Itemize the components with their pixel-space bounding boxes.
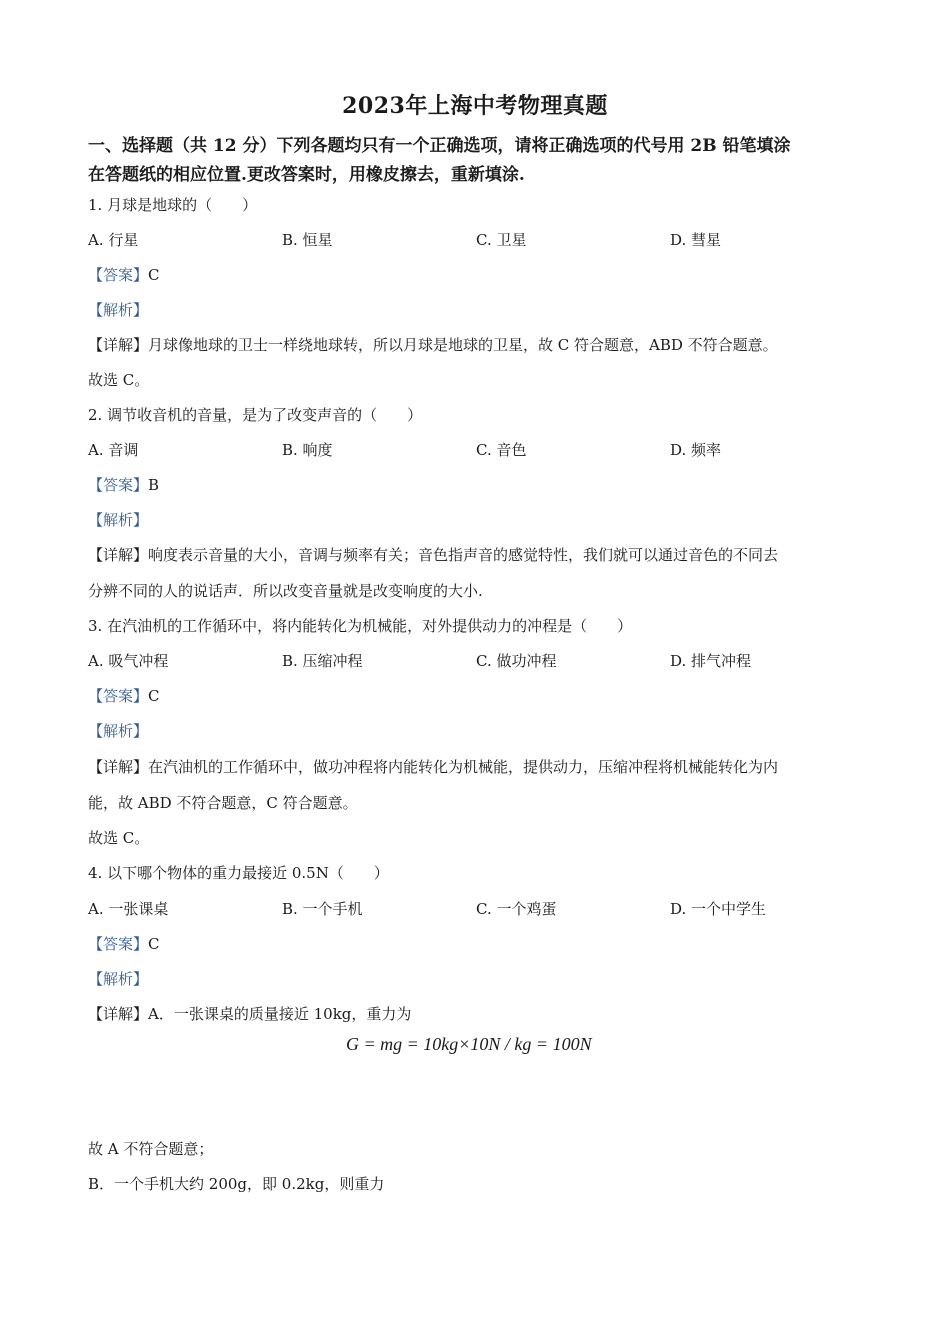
analysis-tag: 【解析】	[88, 511, 149, 529]
question-4-option-b: B. 一个手机	[282, 900, 363, 918]
question-1-option-c: C. 卫星	[476, 231, 527, 249]
question-1-conclusion: 故选 C。	[88, 371, 150, 389]
question-3-option-b: B. 压缩冲程	[282, 652, 363, 670]
question-2-analysis	[88, 509, 868, 531]
answer-value: C	[148, 687, 160, 705]
question-1-option-a: A. 行星	[88, 231, 139, 249]
question-2-answer	[88, 474, 868, 496]
question-4-analysis	[88, 968, 868, 990]
detail-text: 响度表示音量的大小，音调与频率有关；音色指声音的感觉特性，我们就可以通过音色的不同去	[148, 546, 779, 564]
answer-tag: 【答案】	[88, 687, 149, 705]
answer-tag: 【答案】	[88, 266, 149, 284]
question-3-option-d: D. 排气冲程	[670, 652, 752, 670]
question-2-option-a: A. 音调	[88, 441, 139, 459]
analysis-tag: 【解析】	[88, 301, 149, 319]
question-4-option-d: D. 一个中学生	[670, 900, 767, 918]
detail-tag: 【详解】	[88, 546, 149, 564]
question-2-option-b: B. 响度	[282, 441, 333, 459]
answer-tag: 【答案】	[88, 476, 149, 494]
question-3-answer	[88, 685, 868, 707]
gravity-formula: G = mg = 10kg×10N / kg = 100N	[346, 1034, 592, 1054]
detail-tag: 【详解】	[88, 336, 149, 354]
section-heading-line-1: 一、选择题（共 12 分）下列各题均只有一个正确选项，请将正确选项的代号用 2B 铅笔填涂	[88, 136, 791, 156]
analysis-tag: 【解析】	[88, 970, 149, 988]
answer-tag: 【答案】	[88, 935, 149, 953]
answer-value: B	[148, 476, 160, 494]
question-1-stem: 1. 月球是地球的（ ）	[88, 196, 258, 214]
question-3-option-a: A. 吸气冲程	[88, 652, 169, 670]
detail-text: 在汽油机的工作循环中，做功冲程将内能转化为机械能，提供动力，压缩冲程将机械能转化为内	[148, 758, 779, 776]
question-1-analysis	[88, 299, 868, 321]
detail-text: 月球像地球的卫士一样绕地球转，所以月球是地球的卫星，故 C 符合题意，ABD 不符合题意。	[148, 336, 778, 354]
question-3-detail-line-2: 能，故 ABD 不符合题意，C 符合题意。	[88, 794, 358, 812]
question-1-option-b: B. 恒星	[282, 231, 333, 249]
question-2-detail-line-2: 分辨不同的人的说话声．所以改变音量就是改变响度的大小.	[88, 582, 483, 600]
section-heading-line-2: 在答题纸的相应位置.更改答案时，用橡皮擦去，重新填涂.	[88, 165, 525, 185]
question-1-answer	[88, 264, 868, 286]
question-3-analysis	[88, 720, 868, 742]
question-3-detail-line-1	[88, 756, 868, 778]
question-2-option-d: D. 频率	[670, 441, 722, 459]
answer-value: C	[148, 266, 160, 284]
question-4-option-c: C. 一个鸡蛋	[476, 900, 557, 918]
question-1-detail	[88, 334, 868, 356]
question-2-detail-line-1	[88, 544, 868, 566]
question-2-stem: 2. 调节收音机的音量，是为了改变声音的（ ）	[88, 406, 423, 424]
detail-text: A．一张课桌的质量接近 10kg，重力为	[148, 1005, 412, 1023]
question-4-detail	[88, 1003, 868, 1025]
question-1-option-d: D. 彗星	[670, 231, 722, 249]
analysis-tag: 【解析】	[88, 722, 149, 740]
question-3-option-c: C. 做功冲程	[476, 652, 557, 670]
detail-tag: 【详解】	[88, 758, 149, 776]
detail-tag: 【详解】	[88, 1005, 149, 1023]
answer-value: C	[148, 935, 160, 953]
question-4-line-a: 故 A 不符合题意；	[88, 1140, 214, 1158]
question-4-answer	[88, 933, 868, 955]
page-title: 2023年上海中考物理真题	[342, 93, 608, 119]
question-4-option-a: A. 一张课桌	[88, 900, 169, 918]
question-4-line-b: B．一个手机大约 200g，即 0.2kg，则重力	[88, 1175, 385, 1193]
question-3-stem: 3. 在汽油机的工作循环中，将内能转化为机械能，对外提供动力的冲程是（ ）	[88, 617, 633, 635]
question-2-option-c: C. 音色	[476, 441, 527, 459]
question-3-conclusion: 故选 C。	[88, 829, 150, 847]
question-4-stem: 4. 以下哪个物体的重力最接近 0.5N（ ）	[88, 864, 389, 882]
